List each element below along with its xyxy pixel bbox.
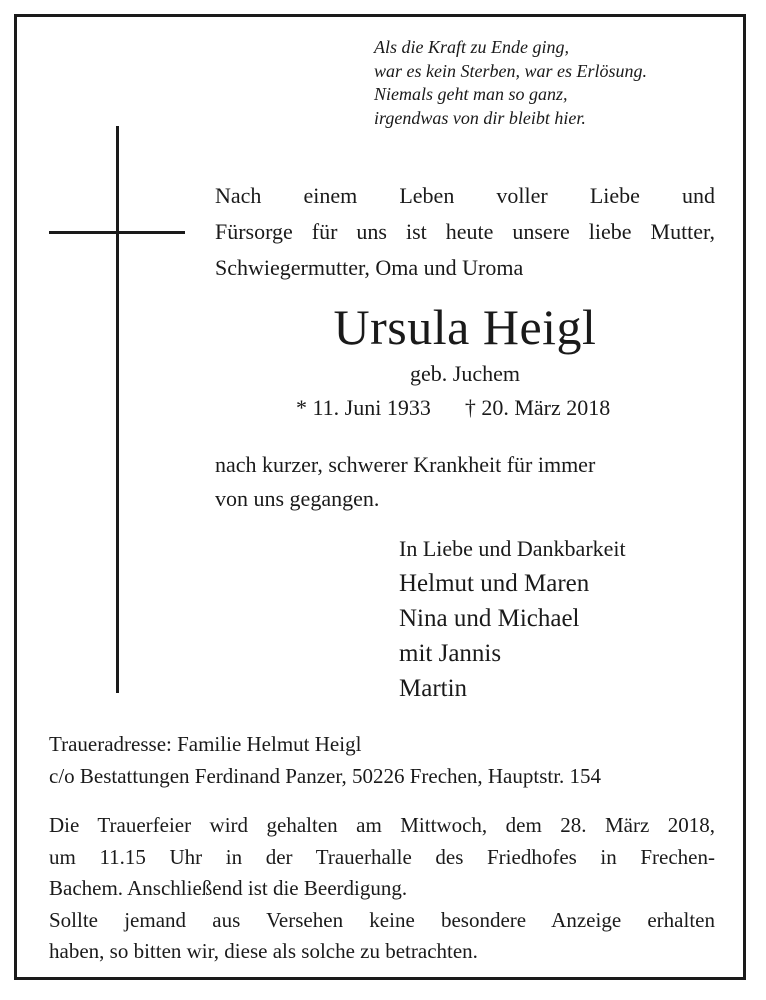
mourners-lead: In Liebe und Dankbarkeit (399, 536, 626, 561)
deceased-name: Ursula Heigl (333, 299, 597, 355)
intro-line: Nach einem Leben voller Liebe und (215, 183, 715, 208)
poem-line: irgendwas von dir bleibt hier. (374, 107, 586, 128)
passing-line: von uns gegangen. (215, 486, 380, 511)
mourner-name: mit Jannis (399, 640, 502, 667)
death-date: † 20. März 2018 (464, 395, 611, 420)
life-dates (296, 392, 716, 424)
poem-line: Niemals geht man so ganz, (374, 84, 568, 105)
passing-line: nach kurzer, schwerer Krankheit für immer (215, 452, 596, 477)
cross-icon-vertical-bar (116, 126, 119, 693)
intro-line: Fürsorge für uns ist heute unsere liebe Mutter, (215, 219, 715, 244)
mourner-name: Martin (399, 675, 468, 702)
address-line: Traueradresse: Familie Helmut Heigl (49, 732, 362, 756)
mourners-block (399, 532, 729, 706)
maiden-name: geb. Juchem (410, 361, 520, 386)
poem-line: Als die Kraft zu Ende ging, (374, 37, 569, 57)
poem (374, 36, 744, 130)
birth-date: * 11. Juni 1933 (296, 395, 431, 420)
mourner-name: Nina und Michael (399, 605, 580, 632)
passing-text (215, 448, 715, 516)
ceremony-info (49, 810, 715, 968)
ceremony-line: Bachem. Anschließend ist die Beerdigung. (49, 876, 408, 900)
cross-icon-horizontal-bar (49, 231, 185, 234)
mourner-name: Helmut und Maren (399, 570, 590, 597)
ceremony-line: um 11.15 Uhr in der Trauerhalle des Friedhofes in Frechen- (49, 844, 715, 869)
address-line: c/o Bestattungen Ferdinand Panzer, 50226 Frechen, Hauptstr. 154 (49, 764, 602, 788)
ceremony-line: Die Trauerfeier wird gehalten am Mittwoch, dem 28. März 2018, (49, 813, 715, 837)
ceremony-line: haben, so bitten wir, diese als solche zu betrachten. (49, 939, 478, 963)
intro-line: Schwiegermutter, Oma und Uroma (215, 255, 524, 280)
ceremony-line: Sollte jemand aus Versehen keine besondere Anzeige erhalten (49, 907, 715, 932)
poem-line: war es kein Sterben, war es Erlösung. (374, 60, 647, 81)
intro-text (215, 178, 715, 286)
mourning-address (49, 728, 729, 792)
